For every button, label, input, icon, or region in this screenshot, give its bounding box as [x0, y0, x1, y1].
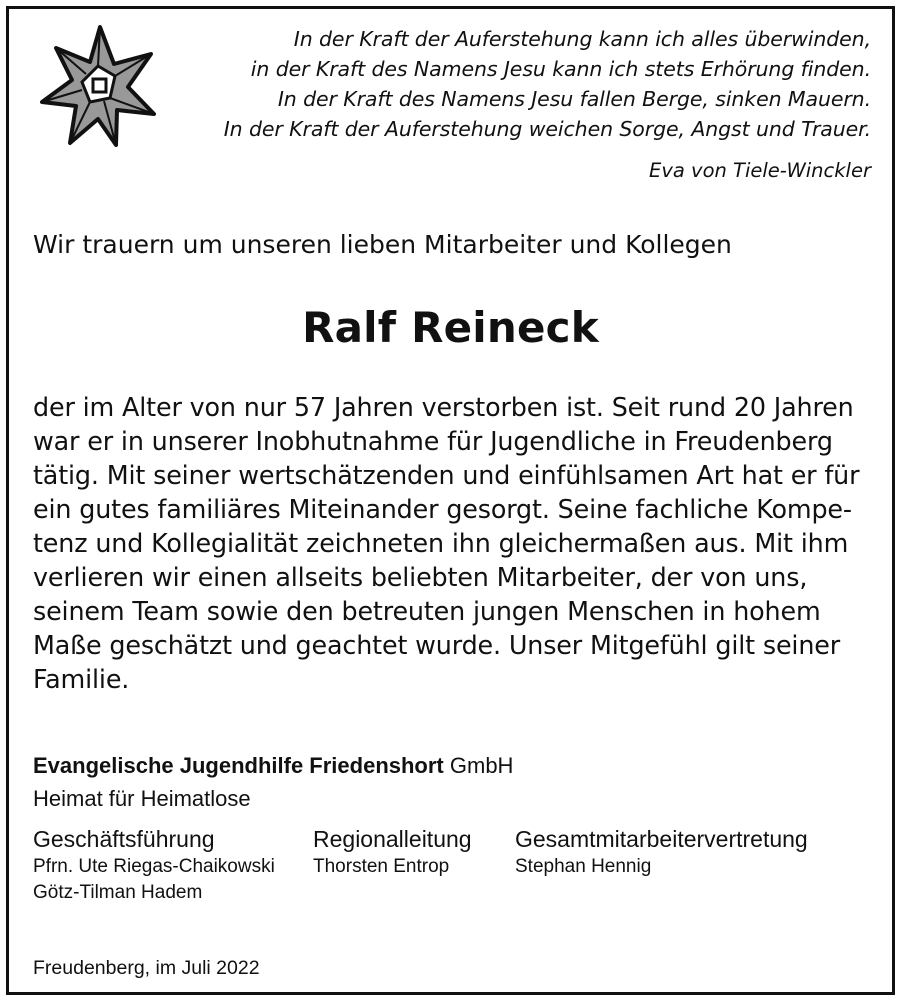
star-logo-icon [38, 24, 158, 148]
verse-line: In der Kraft der Auferstehung kann ich alles überwinden, [293, 27, 871, 51]
body-line: war er in unserer Inobhutnahme für Jugendliche in Freudenberg [33, 426, 833, 456]
signatory-column-regional [313, 824, 472, 880]
organization-tagline: Heimat für Heimatlose [33, 786, 251, 811]
body-line: seinem Team sowie den betreuten jungen Menschen in hohem [33, 596, 821, 626]
signatory-role: Geschäftsführung [33, 826, 215, 852]
signatory-person: Götz-Tilman Hadem [33, 882, 203, 903]
organization-name [33, 750, 513, 782]
obituary-body [33, 390, 873, 696]
signatory-column-management [33, 824, 275, 906]
signatory-column-staff-council [515, 824, 808, 880]
body-line: ein gutes familiäres Miteinander gesorgt. Seine fachliche Kompe- [33, 494, 852, 524]
signatory-role: Gesamtmitarbeitervertretung [515, 826, 808, 852]
verse-author: Eva von Tiele-Winckler [649, 159, 871, 182]
verse-line: In der Kraft der Auferstehung weichen Sorge, Angst und Trauer. [223, 117, 871, 141]
place-and-date: Freudenberg, im Juli 2022 [33, 957, 260, 979]
organization-name-bold: Evangelische Jugendhilfe Friedenshort [33, 753, 444, 778]
bible-verse [191, 24, 871, 144]
body-line: Familie. [33, 664, 130, 694]
deceased-name: Ralf Reineck [302, 303, 599, 352]
signatory-person: Pfrn. Ute Riegas-Chaikowski [33, 856, 275, 877]
body-line: tenz und Kollegialität zeichneten ihn gleichermaßen aus. Mit ihm [33, 528, 849, 558]
body-line: der im Alter von nur 57 Jahren verstorben ist. Seit rund 20 Jahren [33, 392, 854, 422]
verse-line: In der Kraft des Namens Jesu fallen Berge, sinken Mauern. [277, 87, 871, 111]
body-line: Maße geschätzt und geachtet wurde. Unser Mitgefühl gilt seiner [33, 630, 841, 660]
organization-legal-form: GmbH [443, 753, 514, 778]
intro-text: Wir trauern um unseren lieben Mitarbeiter und Kollegen [33, 230, 732, 259]
body-line: tätig. Mit seiner wertschätzenden und einfühlsamen Art hat er für [33, 460, 860, 490]
body-line: verlieren wir einen allseits beliebten Mitarbeiter, der von uns, [33, 562, 808, 592]
signatory-role: Regionalleitung [313, 826, 472, 852]
signatory-person: Stephan Hennig [515, 856, 652, 877]
signatory-person: Thorsten Entrop [313, 856, 450, 877]
verse-line: in der Kraft des Namens Jesu kann ich stets Erhörung finden. [250, 57, 871, 81]
